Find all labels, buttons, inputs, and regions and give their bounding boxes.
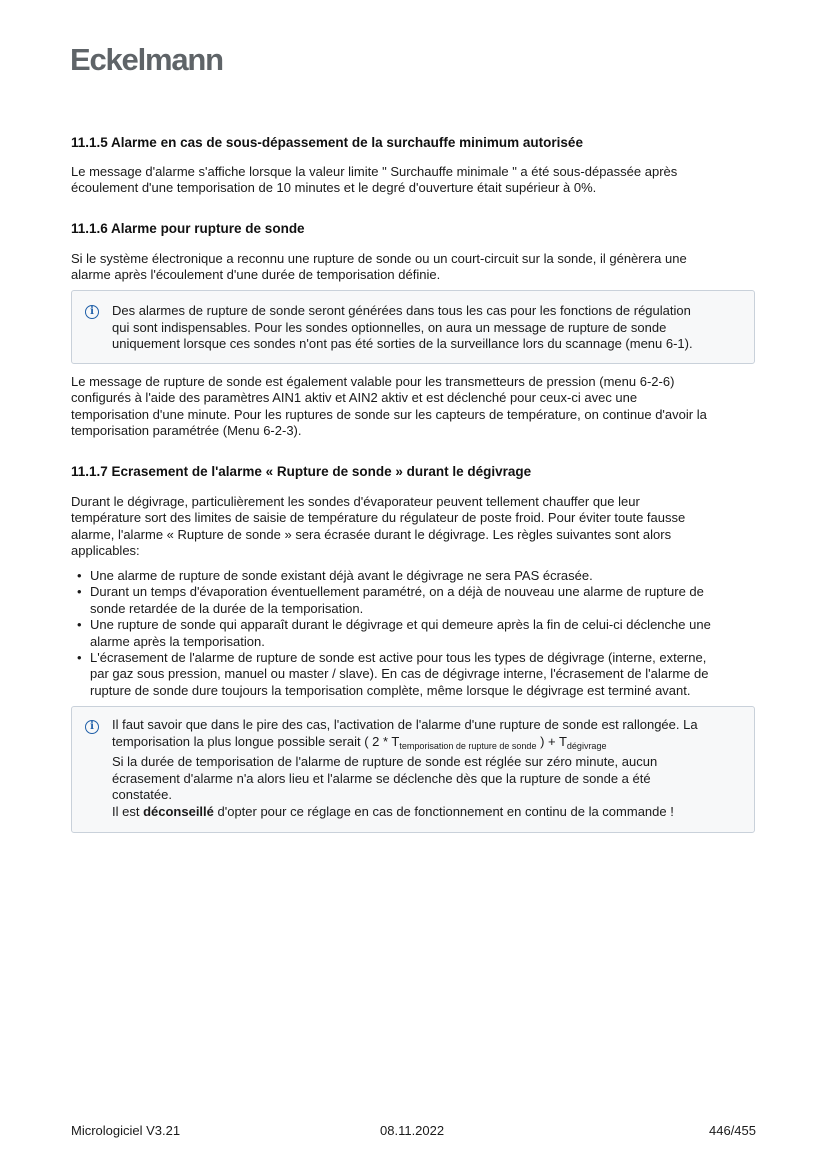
- list-item: [71, 584, 711, 617]
- text-line: Si le système électronique a reconnu une rupture de sonde ou un court-circuit sur la sonde, il génèrera une: [71, 251, 687, 266]
- subscript: temporisation de rupture de sonde: [399, 740, 537, 751]
- text-line: temporisation d'une minute. Pour les ruptures de sonde sur les capteurs de température, on continue d'avoir la: [71, 406, 707, 422]
- text-line: alarme après la temporisation.: [90, 633, 265, 649]
- text: Il est: [112, 803, 144, 819]
- text-line: applicables:: [71, 543, 140, 559]
- text-line: configurés à l'aide des paramètres AIN1 aktiv et AIN2 aktiv et est déclenché pour ceux-ci avec une: [71, 390, 638, 406]
- rules-list: [71, 568, 711, 699]
- list-item: [71, 617, 711, 650]
- section-heading-11-1-7: 11.1.7 Ecrasement de l'alarme « Rupture de sonde » durant le dégivrage: [71, 464, 532, 479]
- text-line: par gaz sous pression, manuel ou master / slave). En cas de dégivrage interne, l'écrasement de l'alarme de: [90, 666, 709, 682]
- subscript: dégivrage: [566, 740, 607, 751]
- footer-page-number: 446/455: [709, 1123, 756, 1138]
- text-line: température sort des limites de saisie de température du régulateur de poste froid. Pour éviter toute fausse: [71, 510, 686, 526]
- list-item: [71, 568, 711, 584]
- text-line: Le message de rupture de sonde est également valable pour les transmetteurs de pression (menu 6-2-6): [71, 374, 675, 389]
- text-line: Le message d'alarme s'affiche lorsque la valeur limite " Surchauffe minimale " a été sous-dépassée après: [71, 164, 678, 179]
- text-line: rupture de sonde dure toujours la temporisation complète, même lorsque le dégivrage est terminé avant.: [90, 682, 691, 698]
- text-line: Durant le dégivrage, particulièrement les sondes d'évaporateur peuvent tellement chauffer que leur: [71, 494, 640, 509]
- paragraph: [71, 251, 687, 284]
- text-line: • L'écrasement de l'alarme de rupture de sonde est active pour tous les types de dégivrage (interne, externe,: [90, 650, 707, 666]
- paragraph: [71, 374, 707, 440]
- text-line: [112, 804, 698, 821]
- info-icon: i: [85, 720, 99, 734]
- info-icon: i: [85, 305, 99, 319]
- text-line: • Une rupture de sonde qui apparaît durant le dégivrage et qui demeure après la fin de celui-ci déclenche une: [90, 617, 711, 633]
- text-line: temporisation paramétrée (Menu 6-2-3).: [71, 423, 302, 439]
- text-line: Il faut savoir que dans le pire des cas, l'activation de l'alarme d'une rupture de sonde est rallongée. La: [112, 717, 698, 732]
- text-line: écrasement d'alarme n'a alors lieu et l'alarme se déclenche dès que la rupture de sonde a été: [112, 770, 651, 786]
- text: ) + T: [536, 733, 567, 749]
- info-note-box: [71, 290, 755, 364]
- text-line: uniquement lorsque ces sondes n'ont pas été sorties de la surveillance lors du scannage (menu 6-1).: [112, 336, 693, 352]
- section-heading-11-1-6: 11.1.6 Alarme pour rupture de sonde: [71, 221, 305, 236]
- text-line: • Durant un temps d'évaporation éventuellement paramétré, on a déjà de nouveau une alarme de rupture de: [90, 584, 704, 600]
- text-line: Si la durée de temporisation de l'alarme de rupture de sonde est réglée sur zéro minute, aucun: [112, 754, 658, 770]
- text-line: Des alarmes de rupture de sonde seront générées dans tous les cas pour les fonctions de régulation: [112, 303, 691, 318]
- text-line: alarme, l'alarme « Rupture de sonde » sera écrasée durant le dégivrage. Les règles suivantes sont alors: [71, 526, 672, 542]
- text-line: [112, 734, 698, 755]
- text-line: qui sont indispensables. Pour les sondes optionnelles, on aura un message de rupture de sonde: [112, 319, 667, 335]
- paragraph: [71, 494, 685, 560]
- paragraph: [71, 164, 677, 197]
- section-heading-11-1-5: 11.1.5 Alarme en cas de sous-dépassement de la surchauffe minimum autorisée: [71, 135, 583, 150]
- text-line: écoulement d'une temporisation de 10 minutes et le degré d'ouverture était supérieur à 0%.: [71, 180, 597, 196]
- bold-text: déconseillé: [143, 803, 214, 819]
- info-note-box: [71, 706, 755, 833]
- text-line: alarme après l'écoulement d'une durée de temporisation définie.: [71, 267, 441, 283]
- footer-date: 08.11.2022: [380, 1123, 445, 1138]
- list-item: [71, 650, 711, 699]
- text-line: sonde retardée de la durée de la temporisation.: [90, 600, 364, 616]
- text-line: • Une alarme de rupture de sonde existant déjà avant le dégivrage ne sera PAS écrasée.: [90, 568, 593, 583]
- eckelmann-logo: Eckelmann: [70, 42, 223, 77]
- text: d'opter pour ce réglage en cas de fonctionnement en continu de la commande !: [213, 803, 674, 819]
- text-line: constatée.: [112, 787, 172, 803]
- text: temporisation la plus longue possible serait ( 2 * T: [112, 733, 400, 749]
- footer-version: Micrologiciel V3.21: [71, 1123, 181, 1138]
